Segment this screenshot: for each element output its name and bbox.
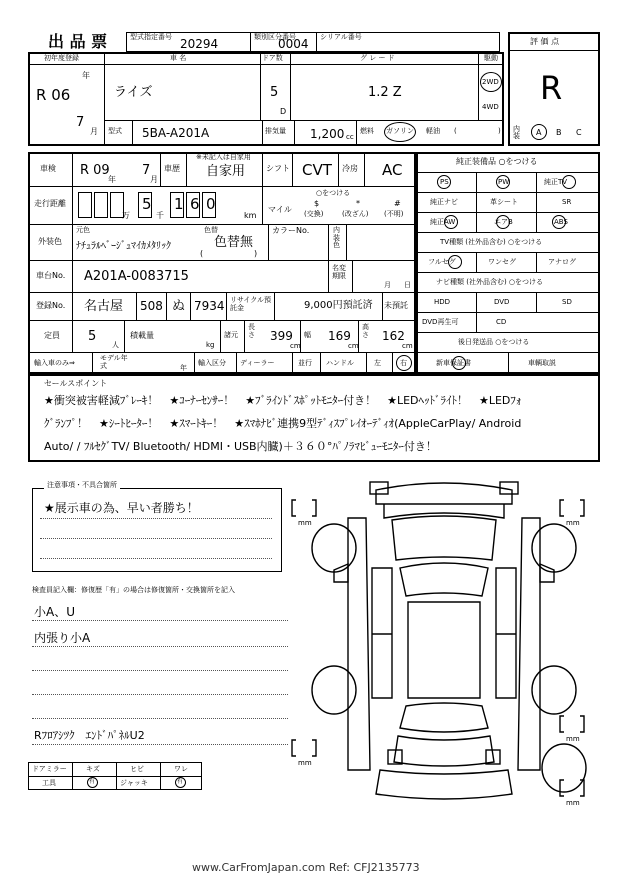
shaken-year-unit: 年 [108, 175, 116, 184]
fuel-gas: ガソリン [386, 127, 414, 135]
wid-label: 幅 [304, 331, 311, 339]
sen-unit: 千 [156, 211, 164, 220]
mile-mod: (改ざん) [342, 210, 369, 218]
drive-label: 駆動 [484, 54, 498, 62]
shift-label: シフト [266, 164, 290, 173]
fuel-paren-close: ) [498, 127, 501, 135]
navi-cd: CD [496, 318, 507, 326]
orig-color-label: 元色 [76, 226, 90, 234]
dims-label: 諸元 [224, 331, 238, 339]
docs-manual: 車輌取説 [528, 359, 556, 367]
usage-label: 車歴 [164, 164, 180, 173]
reg-kana: ぬ [172, 299, 186, 314]
first-reg-year: R 06 [36, 86, 71, 104]
legend-tools-mark: 有 [89, 778, 96, 785]
legend-jack: ジャッキ [120, 779, 148, 787]
navi-title: ナビ種類 (社外品含む) ○をつける [436, 278, 544, 286]
recycle-label: リサイクル預託金 [230, 296, 272, 313]
sales-line-1: ★衝突被害軽減ﾌﾞﾚｰｷ！ ★ｺｰﾅｰｾﾝｻｰ！ ★ﾌﾞﾗｲﾝﾄﾞｽﾎﾟｯﾄﾓﾆﾀｰ付き！ ★LEDﾍｯﾄﾞﾗｲﾄ！ ★LEDﾌｫ [44, 394, 522, 407]
grade: 1.2 Z [368, 85, 402, 100]
recycle: 9,000円預託済 [304, 300, 373, 311]
legend-tools: 工具 [42, 779, 56, 787]
usage: 自家用 [206, 164, 246, 179]
ac: AC [382, 161, 403, 179]
fuel-paren: ( [454, 127, 457, 135]
docs-title: 後日発送品 ○をつける [458, 338, 530, 346]
capacity: 5 [88, 329, 97, 344]
door-suffix: D [280, 107, 287, 116]
shaken-label: 車検 [40, 164, 56, 173]
inspection-line-2: 内張り小A [34, 631, 91, 645]
handle-left: 左 [374, 359, 381, 367]
parallel: 並行 [298, 359, 312, 367]
drive-2wd: 2WD [482, 78, 499, 86]
mileage-sen-2: 6 [190, 195, 200, 213]
mile-unk: (不明) [384, 210, 404, 218]
disp-unit: cc [346, 133, 354, 141]
tv-title: TV種類 (社外品含む) ○をつける [440, 238, 543, 246]
drive-4wd: 4WD [482, 103, 499, 111]
fuel-label: 燃料 [360, 127, 374, 135]
legend-door-mirror: ドアミラー [32, 765, 67, 773]
equip-abs: ABS [554, 218, 568, 226]
inspection-title: 検査員記入欄：修復歴「有」の場合は修復箇所・交換箇所を記入 [32, 586, 235, 594]
capacity-label: 定員 [44, 331, 60, 340]
mileage-label: 走行距離 [34, 199, 66, 208]
trim-label: 内装色 [333, 226, 340, 250]
transfer-day: 日 [404, 281, 411, 289]
doors-label: ドア数 [262, 54, 283, 62]
chassis-label: 車台No. [36, 271, 66, 280]
mm-label-rear-left: mm [298, 759, 312, 767]
mileage-man: 5 [142, 195, 152, 213]
legend-split: ワレ [174, 765, 188, 773]
docs-warranty: 新車保証書 [436, 359, 471, 367]
handle-right: 右 [400, 359, 407, 367]
score-value: R [540, 69, 563, 107]
ac-label: 冷房 [342, 164, 358, 173]
type-num-label: 型式指定番号 [130, 33, 172, 41]
len-unit: cm [290, 342, 301, 350]
load-unit: kg [206, 341, 215, 349]
chassis: A201A-0083715 [84, 269, 189, 284]
color-label: 外装色 [38, 237, 62, 246]
car-damage-diagram [288, 478, 600, 808]
serial-label: シリアル番号 [320, 33, 362, 41]
disp-label: 排気量 [265, 127, 286, 135]
type-num: 20294 [180, 37, 219, 51]
shaken-year: R 09 [80, 163, 110, 178]
mile-ex: (交換) [304, 210, 324, 218]
hgt-label: 高さ [362, 323, 369, 339]
mile-unk-mark: # [394, 199, 401, 208]
equip-ps: PS [440, 178, 449, 186]
len-label: 長さ [248, 323, 255, 339]
tv-oneseg: ワンセグ [488, 258, 516, 266]
equip-aw: 純正AW [430, 218, 456, 226]
legend-crack: ヒビ [130, 765, 144, 773]
first-reg-label: 初年度登録 [44, 54, 79, 62]
mile-circle-note: ○をつける [316, 189, 351, 197]
equip-airbag: エアB [494, 218, 513, 226]
interior-c: C [576, 128, 582, 137]
mile-ex-mark: $ [314, 199, 320, 208]
mm-label-rear-right: mm [566, 735, 580, 743]
hgt-unit: cm [402, 342, 413, 350]
shaken-month: 7 [142, 163, 151, 178]
length: 399 [270, 329, 293, 343]
shaken-month-unit: 月 [150, 175, 158, 184]
height: 162 [382, 329, 405, 343]
interior-a: A [536, 128, 542, 137]
car-name-label: 車 名 [170, 54, 187, 62]
car-name: ライズ [114, 85, 153, 100]
mile-label: マイル [268, 205, 292, 214]
dealer: ディーラー [240, 359, 275, 367]
navi-hdd: HDD [434, 298, 451, 306]
sales-title: セールスポイント [44, 379, 108, 388]
color-paren-open: ( [200, 249, 204, 258]
inspection-line-3: Rﾌﾛｱｼﾂｸ ｴﾝﾄﾞﾊﾟﾈﾙU2 [34, 729, 145, 742]
class-num: 0004 [278, 37, 309, 51]
sales-line-2: ｸﾞﾗﾝﾌﾟ！ ★ｼｰﾄﾋｰﾀｰ！ ★ｽﾏｰﾄｷｰ！ ★ｽﾏﾎﾅﾋﾞ連携9型ﾃﾞｨｽﾌﾟﾚｲｵｰﾃﾞｨｵ(AppleCarPlay/ Android [44, 417, 522, 430]
orig-color: ﾅﾁｭﾗﾙﾍﾞｰｼﾞｭﾏｲｶﾒﾀﾘｯｸ [76, 241, 171, 252]
sales-line-3: Auto/ / ﾌﾙｾｸﾞTV/ Bluetooth/ HDMI・USB内臓)＋３６０°ﾊﾟﾉﾗﾏﾋﾞｭｰﾓﾆﾀｰ付き！ [44, 440, 437, 453]
reg-class: 508 [140, 299, 163, 313]
inspection-line-1: 小A、U [34, 605, 75, 619]
reg-city: 名古屋 [84, 299, 124, 314]
legend-scratch: キズ [86, 765, 100, 773]
model-year-unit: 年 [180, 364, 187, 372]
model: 5BA-A201A [142, 126, 210, 140]
load-label: 積載量 [130, 331, 154, 340]
score-label: 評 価 点 [530, 37, 560, 46]
reg-label: 登録No. [36, 301, 66, 310]
mm-label-spare: mm [566, 799, 580, 807]
reg-num: 7934 [194, 299, 225, 313]
grade-label: グ レ ー ド [360, 54, 395, 62]
first-reg-month-unit: 月 [90, 127, 98, 136]
sheet-title: 出 品 票 [48, 32, 108, 51]
tv-analog: アナログ [548, 258, 576, 266]
equip-navi: 純正ナビ [430, 198, 458, 206]
first-reg-year-unit: 年 [82, 71, 90, 80]
displacement: 1,200 [310, 127, 345, 141]
first-reg-month: 7 [76, 115, 85, 130]
wid-unit: cm [348, 342, 359, 350]
transfer-label: 名変期限 [332, 264, 346, 281]
shift: CVT [302, 161, 332, 179]
class-num-label: 類別区分番号 [254, 33, 296, 41]
color-change-label: 色替 [204, 226, 218, 234]
mile-mod-mark: * [356, 199, 360, 208]
recycle-alt: 未預託 [384, 301, 408, 310]
notes-line-1: ★展示車の為、早い者勝ち！ [44, 501, 199, 515]
color-change: 色替無 [214, 235, 254, 250]
fuel-oil: 軽油 [426, 127, 440, 135]
mileage-sen-3: 0 [206, 195, 216, 213]
import-class-label: 輸入区分 [198, 359, 226, 367]
mileage-sen-1: 1 [174, 195, 184, 213]
interior-label: 内装 [513, 125, 520, 140]
model-year-label: モデル年式 [100, 354, 128, 371]
notes-title: 注意事項・不具合箇所 [44, 482, 120, 489]
doors: 5 [270, 85, 279, 100]
color-paren-close: ) [254, 249, 258, 258]
footer-watermark: www.CarFromJapan.com Ref: CFJ2135773 [192, 861, 420, 874]
width: 169 [328, 329, 351, 343]
capacity-unit: 人 [112, 341, 119, 349]
equip-title: 純正装備品 ○をつける [456, 157, 538, 166]
navi-dvd-play: DVD再生可 [422, 318, 459, 326]
man-unit: 万 [122, 211, 130, 220]
tv-fullseg: フルセグ [428, 258, 456, 266]
navi-dvd: DVD [494, 298, 510, 306]
equip-leather: 革シート [490, 198, 518, 206]
mm-label-front-left: mm [298, 519, 312, 527]
color-no-label: カラーNo. [272, 226, 310, 235]
equip-pw: PW [498, 178, 510, 186]
mm-label-front-right: mm [566, 519, 580, 527]
interior-b: B [556, 128, 562, 137]
equip-tv: 純正TV [544, 178, 568, 186]
transfer-month: 月 [384, 281, 391, 289]
handle-label: ハンドル [326, 359, 354, 367]
model-label: 型式 [108, 127, 122, 135]
legend-jack-mark: 有 [177, 778, 184, 785]
navi-sd: SD [562, 298, 572, 306]
usage-note: ※未記入は自家用 [196, 153, 251, 161]
equip-sr: SR [562, 198, 572, 206]
km-unit: km [244, 211, 257, 220]
import-label: 輸入車のみ⇒ [34, 359, 75, 367]
